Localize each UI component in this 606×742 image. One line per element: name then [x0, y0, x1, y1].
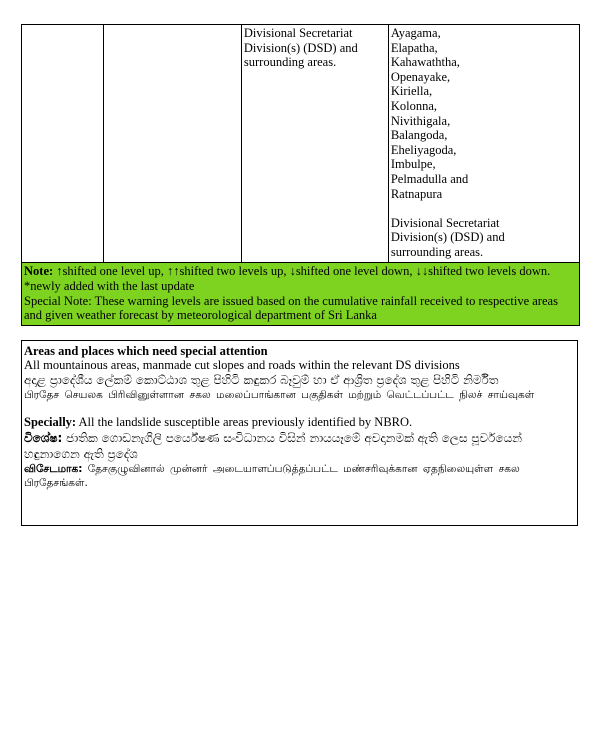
place-name: Elapatha, [390, 40, 438, 55]
special-attention-box [21, 340, 578, 526]
attention-tamil: பிரதேச செயலக பிரிவினுள்ளான சகல மலைப்பாங்கான பகுதிகள் மற்றும் வெட்டப்பட்ட நிலச் சாய்வுகள் [24, 389, 535, 402]
specially-label: Specially: [24, 415, 77, 430]
note-text: ↑shifted one level up, ↑↑shifted two levels up, ↓shifted one level down, ↓↓shifted two levels down. [53, 264, 551, 278]
place-name: Eheliyagoda, [390, 142, 457, 157]
newly-added-note: *newly added with the last update [24, 278, 195, 293]
note-label: Note: [24, 264, 54, 278]
place-name: Ayagama, [390, 26, 441, 40]
specially-sinhala [24, 430, 575, 462]
dsd-text: Divisional Secretariat Division(s) (DSD) and surrounding areas. [243, 26, 358, 70]
empty-cell [22, 25, 104, 263]
attention-english: All mountainous areas, manmade cut slopes and roads within the relevant DS divisions [24, 358, 460, 373]
place-name: Kahawaththa, [390, 55, 460, 70]
sinhala-label: විශේෂ: [24, 430, 63, 445]
note-cell [22, 263, 580, 326]
attention-heading: Areas and places which need special attention [24, 344, 268, 358]
note-legend [24, 264, 577, 279]
place-name: Ratnapura [390, 186, 443, 201]
specially-text: All the landslide susceptible areas previously identified by NBRO. [76, 415, 413, 430]
place-name: Balangoda, [390, 128, 448, 143]
special-note: Special Note: These warning levels are issued based on the cumulative rainfall received to respective areas and given weather forecast by meteorological department of Sri Lanka [24, 293, 558, 323]
empty-cell [104, 25, 242, 263]
specially-english [24, 415, 575, 429]
places-cell [388, 25, 579, 263]
tamil-text: தேசகுழுவினால் முன்னர் அடையாளப்படுத்தப்பட்ட மண்சரிவுக்கான ஏதநிலையுள்ள சகல பிரதேசங்கள். [24, 462, 520, 489]
table-row [22, 25, 580, 263]
specially-tamil [24, 462, 575, 490]
tamil-label: விசேடமாக: [24, 462, 83, 475]
place-name: Kolonna, [390, 98, 438, 113]
place-name: Openayake, [390, 69, 451, 84]
dsd-cell [241, 25, 388, 263]
dsd-text-2: Division(s) (DSD) and [390, 230, 505, 245]
place-name: Nivithigala, [390, 113, 451, 128]
place-name: Imbulpe, [390, 157, 436, 172]
attention-sinhala: අදාළ ප්‍රාදේශීය ලේකම් කොට්ඨාශ තුළ පිහිටි කඳුකර බෑවුම් හා ඒ ආශ්‍රිත ප්‍රදේශ තුළ පිහිටි නිර්මිත [24, 373, 499, 388]
dsd-text-2: Divisional Secretariat [390, 215, 500, 230]
place-name: Kiriella, [390, 84, 433, 99]
dsd-text-2: surrounding areas. [390, 244, 484, 259]
place-name: Pelmadulla and [390, 171, 469, 186]
sinhala-text: ජාතික ගොඩනැගිලි පර්යේෂණ සංවිධානය විසින් නායයෑමේ අවදානමක් ඇති ලෙස පූර්වයෙන් හඳුනාගෙන ඇති ප්‍රදේශ [24, 430, 522, 461]
note-row [22, 263, 580, 326]
warning-table [21, 24, 580, 326]
